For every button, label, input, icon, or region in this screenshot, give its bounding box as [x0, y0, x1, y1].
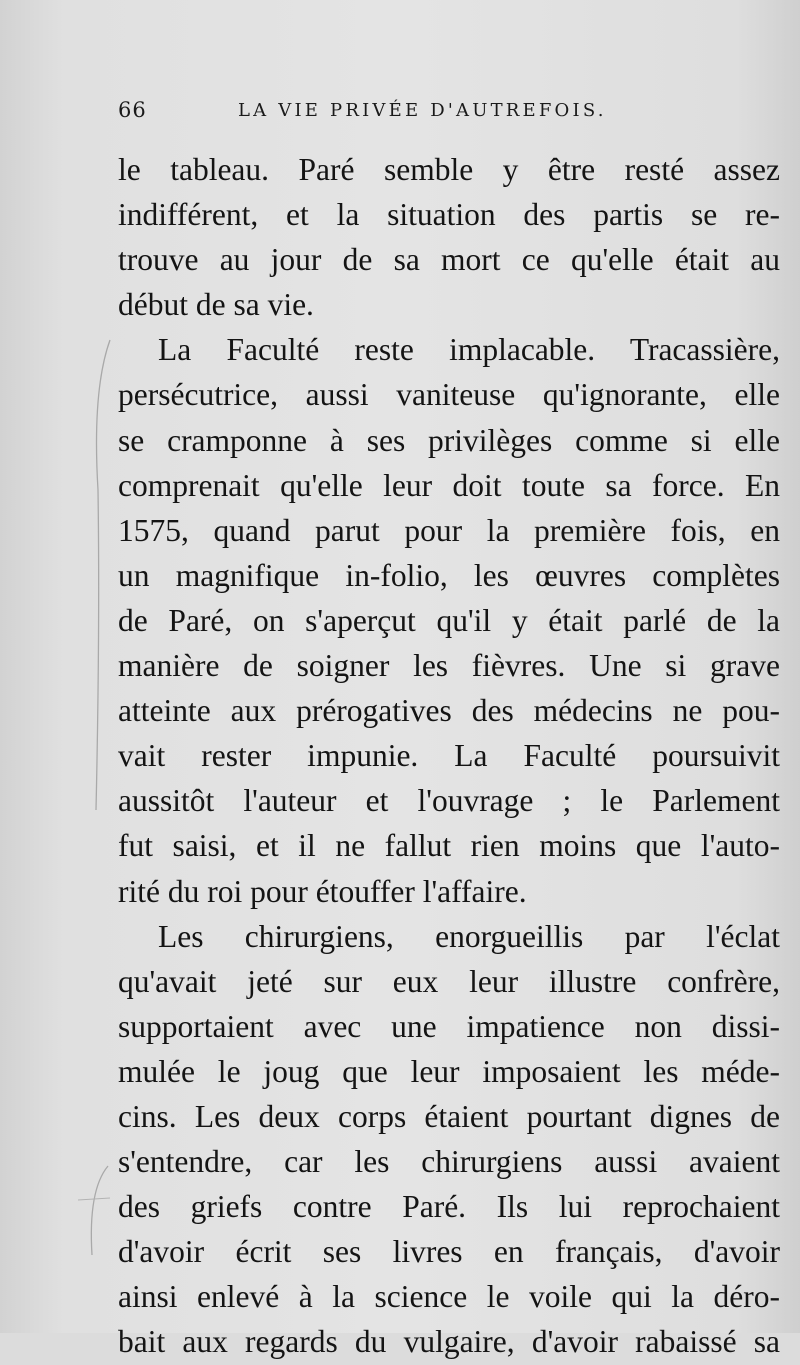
text-line: mulée le joug que leur imposaient les méde-: [118, 1053, 780, 1089]
text-line: s'entendre, car les chirurgiens aussi avaient: [118, 1144, 780, 1180]
text-line: trouve au jour de sa mort ce qu'elle était au: [118, 242, 780, 278]
text-line: fut saisi, et il ne fallut rien moins que l'auto-: [118, 828, 780, 864]
text-line: des griefs contre Paré. Ils lui reprochaient: [118, 1189, 780, 1225]
page-header: [118, 98, 780, 128]
text-line: de Paré, on s'aperçut qu'il y était parlé de la: [118, 602, 780, 638]
page-number: 66: [118, 98, 147, 122]
text-line: le tableau. Paré semble y être resté assez: [118, 152, 780, 187]
text-line: vait rester impunie. La Faculté poursuivit: [118, 738, 780, 774]
text-line: rité du roi pour étouffer l'affaire.: [118, 873, 527, 909]
text-line: Les chirurgiens, enorgueillis par l'éclat: [158, 918, 780, 954]
pencil-bracket-mark: [70, 330, 120, 830]
body-text: [118, 147, 780, 1365]
text-line: bait aux regards du vulgaire, d'avoir rabaissé sa: [118, 1324, 780, 1360]
running-title: LA VIE PRIVÉE D'AUTREFOIS.: [238, 100, 607, 121]
text-line: La Faculté reste implacable. Tracassière,: [158, 332, 780, 368]
text-line: d'avoir écrit ses livres en français, d'avoir: [118, 1234, 780, 1270]
text-line: comprenait qu'elle leur doit toute sa force. En: [118, 467, 780, 503]
text-line: 1575, quand parut pour la première fois, en: [118, 512, 780, 548]
text-line: qu'avait jeté sur eux leur illustre confrère,: [118, 963, 780, 999]
text-line: ainsi enlevé à la science le voile qui la déro-: [118, 1279, 780, 1315]
text-line: indifférent, et la situation des partis se re-: [118, 197, 780, 233]
text-line: un magnifique in-folio, les œuvres complètes: [118, 557, 780, 593]
text-line: se cramponne à ses privilèges comme si elle: [118, 422, 780, 458]
text-line: atteinte aux prérogatives des médecins ne pou-: [118, 693, 780, 729]
text-line: manière de soigner les fièvres. Une si grave: [118, 648, 780, 684]
text-line: début de sa vie.: [118, 287, 314, 323]
text-line: cins. Les deux corps étaient pourtant dignes de: [118, 1098, 780, 1134]
text-line: supportaient avec une impatience non dissi-: [118, 1008, 780, 1044]
pencil-bracket-mark: [60, 1160, 120, 1270]
text-line: aussitôt l'auteur et l'ouvrage ; le Parlement: [118, 783, 780, 819]
text-line: persécutrice, aussi vaniteuse qu'ignorante, elle: [118, 377, 780, 413]
